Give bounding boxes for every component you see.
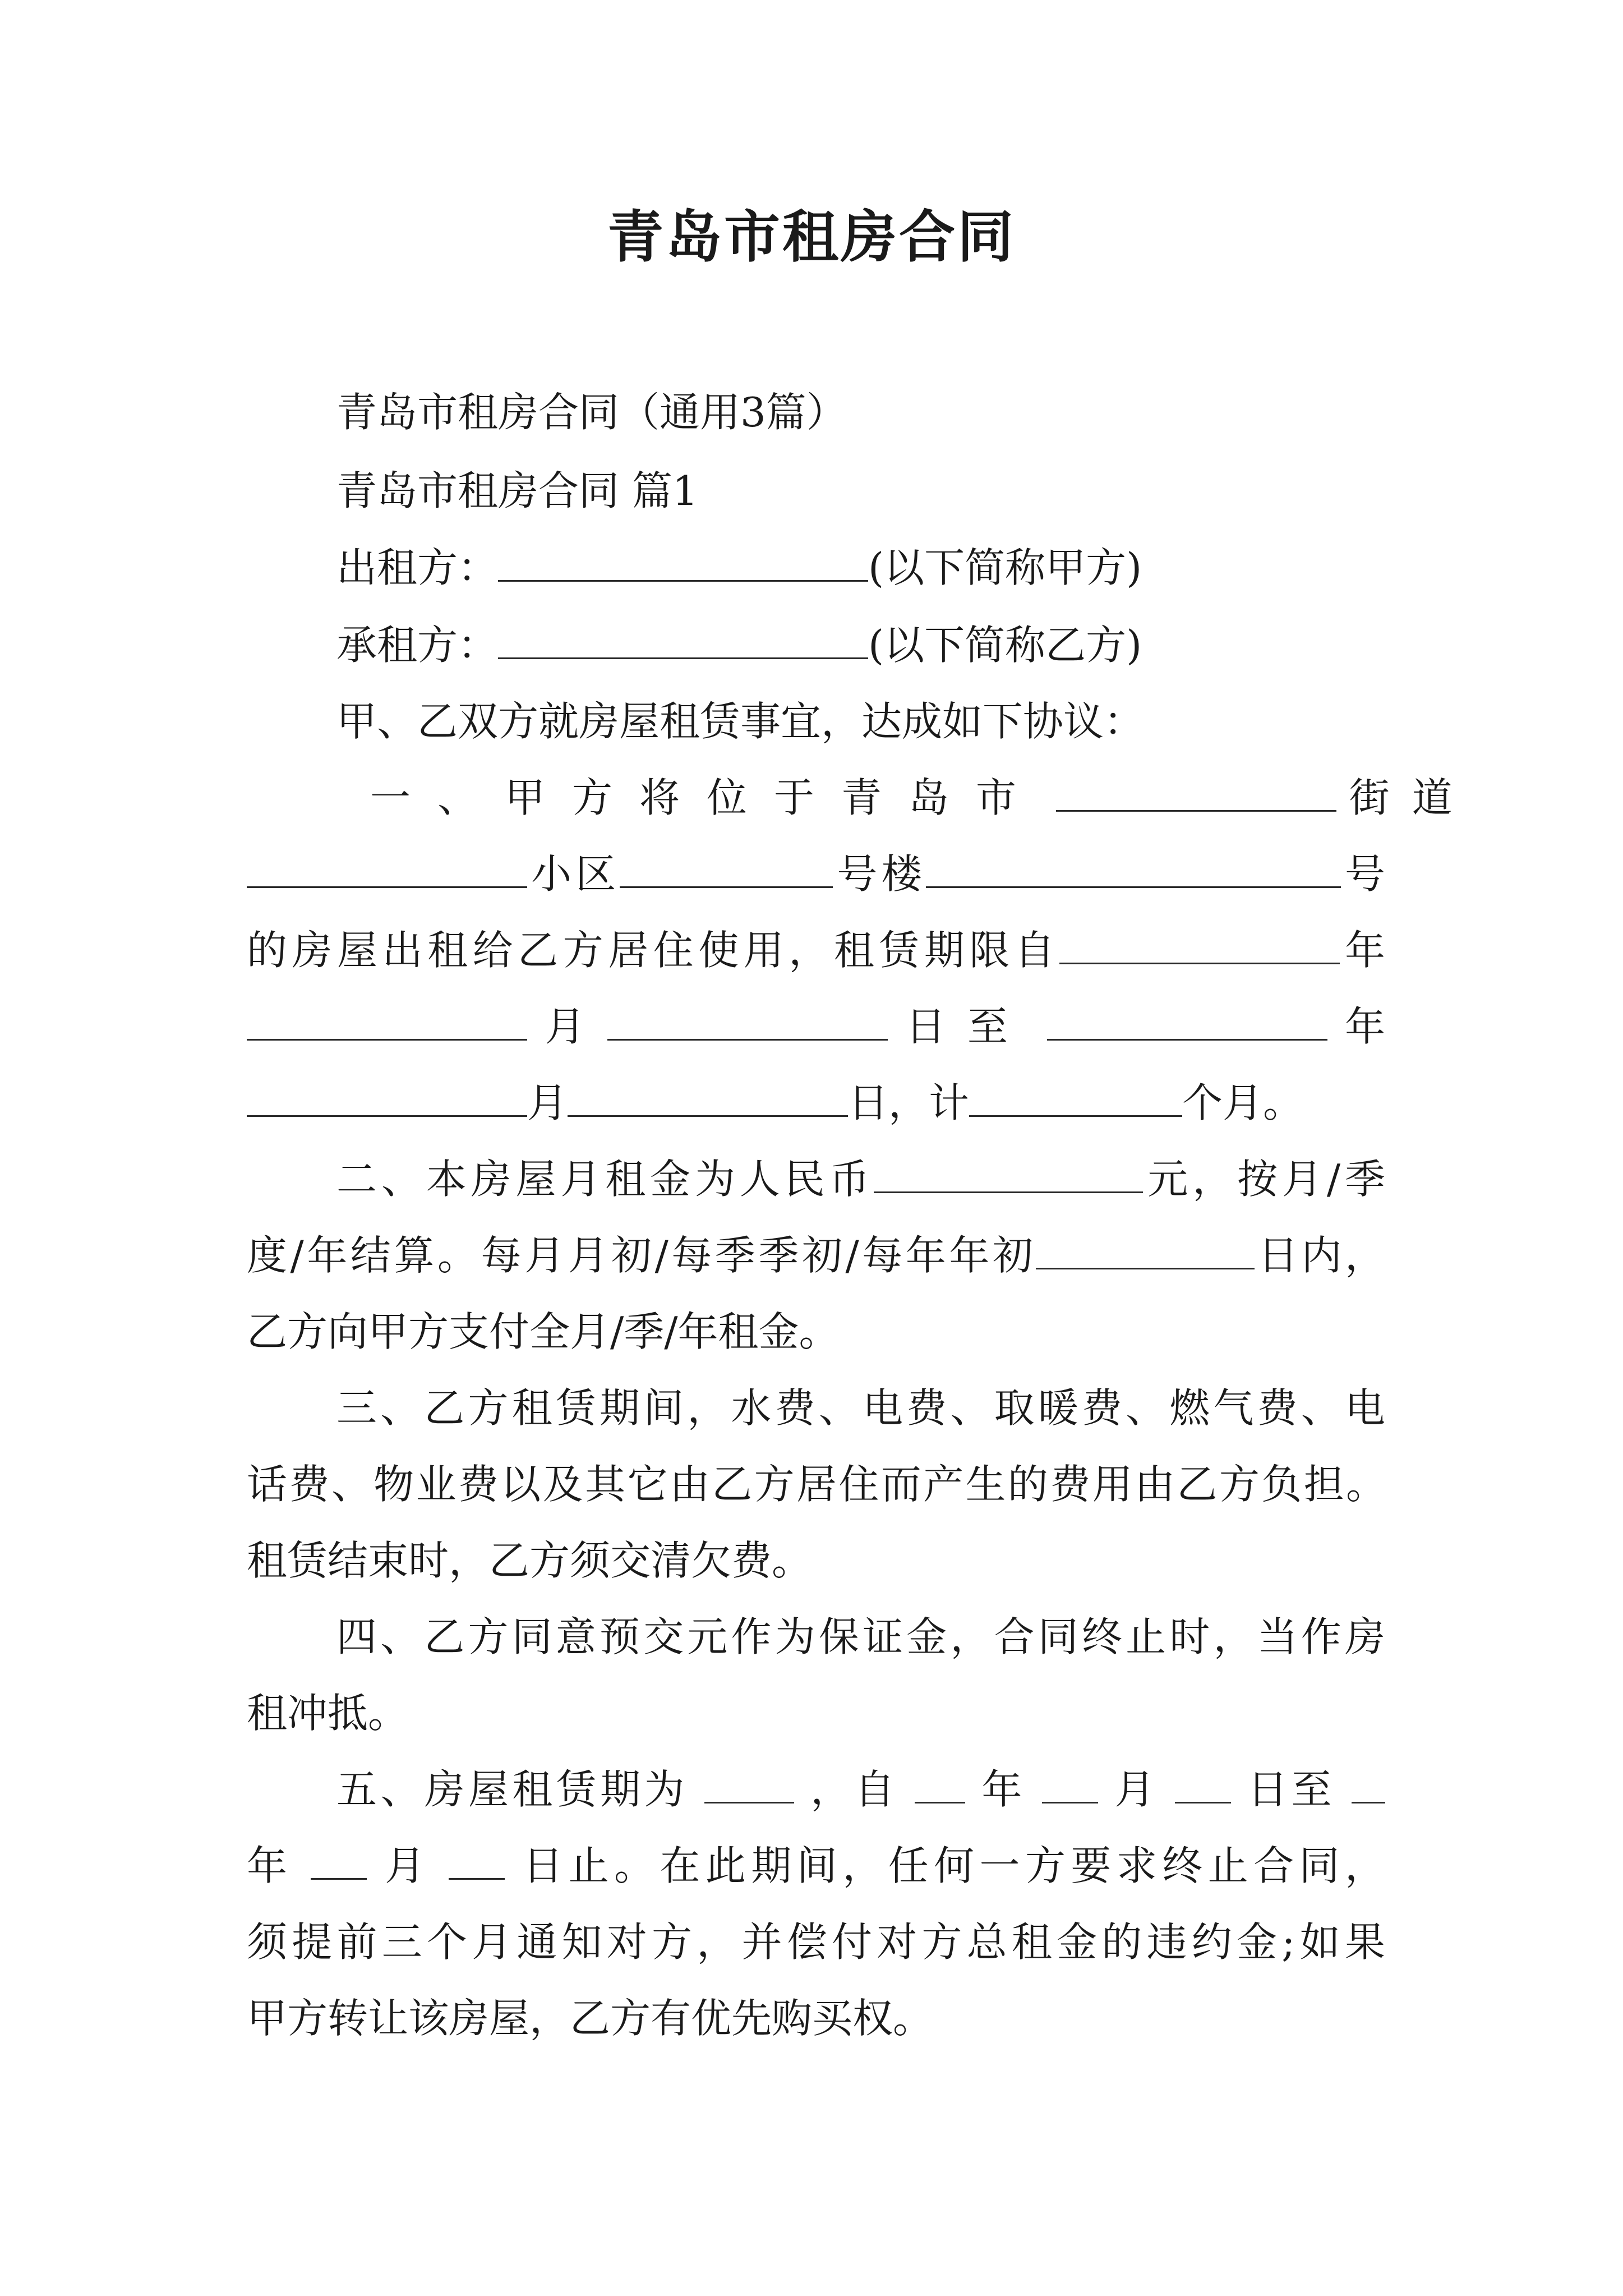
- lessor-note: (以下简称甲方): [868, 544, 1142, 591]
- lessor-label: 出租方：: [336, 544, 499, 591]
- clause4-line1: 四、乙方同意预交元作为保证金，合同终止时，当作房: [336, 1613, 1385, 1660]
- clause2-text-3: 度/年结算。每月月初/每季季初/每年年初: [247, 1232, 1036, 1279]
- lease-start-year-blank: [915, 1763, 965, 1803]
- street-blank: [1056, 771, 1336, 812]
- document-subtitle: 青岛市租房合同（通用3篇）: [336, 389, 847, 436]
- clause5-text-6: 年: [247, 1842, 293, 1889]
- clause1-text-6: 的房屋出租给乙方居住使用，租赁期限自: [247, 927, 1060, 974]
- clause1-text-13: 个月。: [1182, 1079, 1304, 1126]
- rent-amount-blank: [874, 1152, 1143, 1193]
- end-month-blank: [247, 1076, 527, 1117]
- document-title: 青岛市租房合同: [607, 204, 1016, 270]
- section-heading: 青岛市租房合同 篇1: [336, 467, 698, 514]
- end-year-blank: [1047, 1000, 1327, 1041]
- clause2-text-4: 日内，: [1255, 1232, 1385, 1279]
- clause2-line2: [247, 1227, 1385, 1283]
- lease-end-year-blank: [1352, 1763, 1385, 1803]
- intro-paragraph: 甲、乙双方就房屋租赁事宜，达成如下协议：: [336, 698, 1145, 745]
- clause1-text-10: 年: [1344, 1003, 1385, 1050]
- clause1-line4: [247, 999, 1385, 1055]
- clause5-text-8: 日止。在此期间，任何一方要求终止合同，: [523, 1842, 1385, 1889]
- clause1-text-9: 日至: [905, 1003, 1030, 1050]
- clause3-line1: 三、乙方租赁期间，水费、电费、取暖费、燃气费、电: [336, 1384, 1385, 1432]
- clause1-text-1: 一、甲方将位于青岛市: [370, 774, 1044, 821]
- clause2-text-2: 元，按月/季: [1143, 1156, 1385, 1203]
- clause2-text-1: 二、本房屋月租金为人民币: [336, 1156, 874, 1203]
- clause2-line1: [336, 1151, 1385, 1207]
- clause1-text-5: 号: [1340, 850, 1385, 898]
- clause5-text-2: ，自: [810, 1766, 898, 1813]
- end-day-blank: [568, 1076, 848, 1117]
- clause1-text-3: 小区: [527, 850, 620, 898]
- lease-end-month-blank: [311, 1839, 367, 1880]
- lease-start-month-blank: [1042, 1763, 1098, 1803]
- months-count-blank: [969, 1076, 1182, 1117]
- clause1-text-4: 号楼: [833, 850, 926, 898]
- lease-start-day-blank: [1175, 1763, 1231, 1803]
- clause1-line1: [370, 770, 1475, 826]
- building-blank: [926, 847, 1341, 888]
- clause1-text-7: 年: [1340, 927, 1385, 974]
- clause1-text-12: 日，计: [848, 1079, 970, 1126]
- start-year-blank: [1059, 923, 1340, 964]
- clause5-text-1: 五、房屋租赁期为: [336, 1766, 688, 1813]
- street-name-blank: [247, 847, 527, 888]
- clause1-line5: [247, 1075, 1385, 1131]
- clause1-text-2: 街道: [1349, 774, 1475, 821]
- community-blank: [620, 847, 833, 888]
- clause5-text-3: 年: [981, 1766, 1026, 1813]
- lessor-line: [336, 540, 1385, 596]
- clause5-line2: [247, 1838, 1385, 1894]
- clause1-line2: [247, 846, 1385, 902]
- clause5-line1: [336, 1761, 1385, 1818]
- clause5-text-7: 月: [385, 1842, 431, 1889]
- clause4-line2: 租冲抵。: [247, 1690, 409, 1737]
- clause1-text-8: 月: [545, 1003, 590, 1050]
- lessee-line: [336, 617, 1385, 673]
- clause2-line3: 乙方向甲方支付全月/季/年租金。: [247, 1308, 840, 1355]
- payment-day-blank: [1036, 1228, 1255, 1269]
- clause1-line3: [247, 922, 1385, 978]
- clause3-line3: 租赁结束时，乙方须交清欠费。: [247, 1537, 813, 1584]
- clause5-line3: 须提前三个月通知对方，并偿付对方总租金的违约金;如果: [247, 1918, 1385, 1966]
- lessee-blank: [498, 618, 868, 659]
- clause1-text-11: 月: [527, 1079, 568, 1126]
- lessee-note: (以下简称乙方): [868, 622, 1142, 669]
- clause5-line4: 甲方转让该房屋，乙方有优先购买权。: [247, 1995, 934, 2042]
- lessor-blank: [498, 541, 868, 582]
- lease-end-day-blank: [449, 1839, 505, 1880]
- lessee-label: 承租方：: [336, 622, 499, 669]
- lease-term-blank: [704, 1763, 794, 1803]
- clause5-text-4: 月: [1114, 1766, 1159, 1813]
- clause5-text-5: 日至: [1247, 1766, 1335, 1813]
- clause3-line2: 话费、物业费以及其它由乙方居住而产生的费用由乙方负担。: [247, 1461, 1385, 1508]
- start-month-blank: [247, 1000, 527, 1041]
- start-day-blank: [607, 1000, 888, 1041]
